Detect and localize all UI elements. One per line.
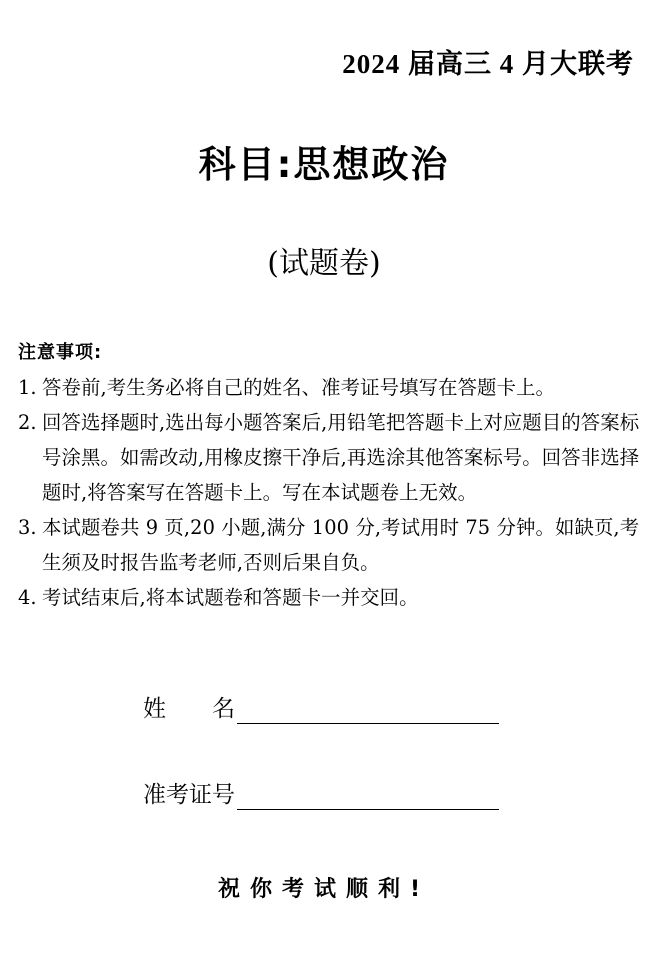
instructions-title: 注意事项: xyxy=(18,342,103,363)
instruction-item xyxy=(18,510,642,580)
instructions-list xyxy=(18,370,642,615)
instruction-text: 考试结束后,将本试题卷和答题卡一并交回。 xyxy=(42,586,419,609)
instruction-number: 1. xyxy=(18,376,37,399)
instruction-text: 回答选择题时,选出每小题答案后,用铅笔把答题卡上对应题目的答案标号涂黑。如需改动,用橡皮擦干净后,再选涂其他答案标号。回答非选择题时,将答案写在答题卡上。写在本试题卷上无效。 xyxy=(42,411,640,504)
name-field xyxy=(143,694,499,724)
exam-id-blank-line[interactable] xyxy=(237,783,499,810)
name-field-label: 姓 名 xyxy=(143,696,235,722)
exam-id-field xyxy=(143,780,499,810)
instruction-item xyxy=(18,370,642,405)
instruction-item xyxy=(18,580,642,615)
good-luck-message: 祝你考试顺利! xyxy=(217,877,431,902)
instruction-number: 4. xyxy=(18,586,37,609)
exam-title: 2024 届高三 4 月大联考 xyxy=(342,49,634,79)
name-blank-line[interactable] xyxy=(237,697,499,724)
exam-instructions xyxy=(18,338,642,615)
instruction-text: 本试题卷共 9 页,20 小题,满分 100 分,考试用时 75 分钟。如缺页,考生须及时报告监考老师,否则后果自负。 xyxy=(42,516,640,574)
subject-title: 科目:思想政治 xyxy=(198,143,450,186)
paper-type-label: (试题卷) xyxy=(267,246,381,281)
instruction-number: 2. xyxy=(18,411,37,434)
instruction-number: 3. xyxy=(18,516,37,539)
instruction-item xyxy=(18,405,642,510)
exam-id-field-label: 准考证号 xyxy=(143,782,235,808)
instruction-text: 答卷前,考生务必将自己的姓名、准考证号填写在答题卡上。 xyxy=(42,376,556,399)
